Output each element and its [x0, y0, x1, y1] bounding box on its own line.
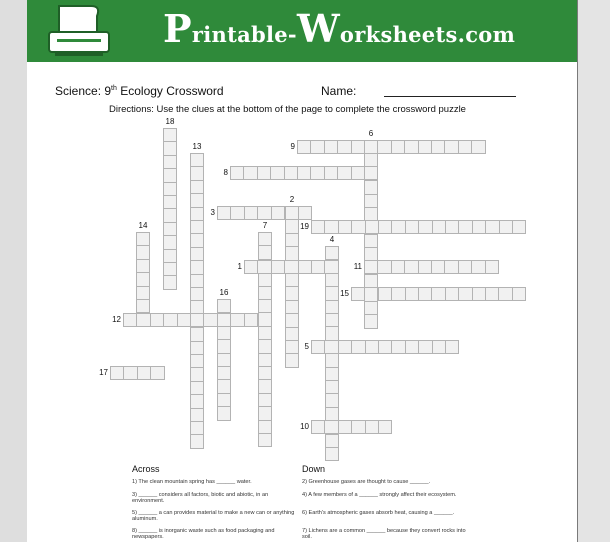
crossword-cell[interactable] [285, 286, 299, 300]
crossword-cell[interactable] [244, 206, 258, 220]
crossword-cell[interactable] [391, 220, 405, 234]
crossword-cell[interactable] [431, 260, 445, 274]
crossword-cell[interactable] [190, 421, 204, 435]
clue-number: 1 [237, 262, 242, 271]
crossword-cell[interactable] [190, 233, 204, 247]
crossword-cell[interactable] [337, 166, 351, 180]
crossword-cell[interactable] [217, 299, 231, 313]
across-clue: 8) ______ is inorganic waste such as food packaging and newspapers. [132, 528, 275, 540]
clue-number: 5 [304, 342, 309, 351]
crossword-cell[interactable] [257, 206, 271, 220]
crossword-cell[interactable] [498, 287, 512, 301]
crossword-cell[interactable] [325, 353, 339, 367]
crossword-cell[interactable] [190, 381, 204, 395]
crossword-cell[interactable] [190, 220, 204, 234]
clue-number: 17 [99, 368, 108, 377]
crossword-cell[interactable] [258, 420, 272, 434]
crossword-cell[interactable] [378, 220, 392, 234]
crossword-cell[interactable] [485, 260, 499, 274]
crossword-cell[interactable] [445, 220, 459, 234]
clue-number: 3 [210, 208, 215, 217]
crossword-cell[interactable] [217, 406, 231, 420]
crossword-cell[interactable] [364, 166, 378, 180]
crossword-cell[interactable] [499, 220, 513, 234]
viewer-left-margin [0, 0, 27, 542]
crossword-cell[interactable] [310, 166, 324, 180]
crossword-cell[interactable] [136, 313, 150, 327]
crossword-cell[interactable] [377, 260, 391, 274]
clue-number: 18 [165, 117, 175, 126]
crossword-cell[interactable] [458, 220, 472, 234]
crossword-cell[interactable] [351, 420, 365, 434]
crossword-cell[interactable] [270, 166, 284, 180]
clue-number: 15 [340, 289, 349, 298]
crossword-cell[interactable] [190, 193, 204, 207]
clue-number: 10 [300, 422, 309, 431]
crossword-cell[interactable] [284, 166, 298, 180]
across-heading: Across [132, 464, 160, 474]
crossword-cell[interactable] [217, 366, 231, 380]
crossword-cell[interactable] [337, 140, 351, 154]
crossword-cell[interactable] [325, 313, 339, 327]
clue-number: 19 [300, 222, 309, 231]
crossword-cell[interactable] [418, 260, 432, 274]
crossword-cell[interactable] [391, 340, 405, 354]
crossword-cell[interactable] [378, 287, 392, 301]
crossword-cell[interactable] [163, 313, 177, 327]
crossword-cell[interactable] [163, 222, 177, 236]
crossword-cell[interactable] [351, 220, 365, 234]
crossword-cell[interactable] [258, 312, 272, 326]
crossword-cell[interactable] [297, 206, 311, 220]
crossword-cell[interactable] [163, 249, 177, 263]
crossword-cell[interactable] [364, 260, 378, 274]
crossword-cell[interactable] [338, 220, 352, 234]
across-clue: 1) The clean mountain spring has ______ water. [132, 479, 252, 485]
crossword-cell[interactable] [217, 326, 231, 340]
crossword-cell[interactable] [243, 166, 257, 180]
crossword-cell[interactable] [230, 166, 244, 180]
crossword-cell[interactable] [432, 340, 446, 354]
crossword-cell[interactable] [163, 235, 177, 249]
crossword-cell[interactable] [244, 260, 258, 274]
crossword-cell[interactable] [203, 313, 217, 327]
crossword-cell[interactable] [217, 339, 231, 353]
across-clue: 5) ______ a can provides material to make a new can or anything aluminum. [132, 510, 295, 522]
site-brand: Printable-Worksheets.com [163, 6, 516, 51]
crossword-cell[interactable] [512, 287, 526, 301]
crossword-cell[interactable] [190, 247, 204, 261]
crossword-cell[interactable] [311, 260, 325, 274]
crossword-cell[interactable] [325, 300, 339, 314]
crossword-cell[interactable] [285, 353, 299, 367]
crossword-cell[interactable] [177, 313, 191, 327]
crossword-cell[interactable] [351, 340, 365, 354]
crossword-cell[interactable] [217, 313, 231, 327]
clue-number: 2 [289, 195, 295, 204]
crossword-cell[interactable] [163, 182, 177, 196]
clue-number: 8 [223, 168, 228, 177]
crossword-cell[interactable] [258, 406, 272, 420]
crossword-cell[interactable] [244, 313, 258, 327]
crossword-cell[interactable] [512, 220, 526, 234]
crossword-cell[interactable] [458, 287, 472, 301]
crossword-cell[interactable] [258, 379, 272, 393]
crossword-cell[interactable] [325, 273, 339, 287]
crossword-cell[interactable] [258, 366, 272, 380]
clue-number: 13 [192, 142, 202, 151]
crossword-cell[interactable] [150, 366, 164, 380]
crossword-cell[interactable] [271, 206, 285, 220]
crossword-cell[interactable] [163, 262, 177, 276]
crossword-cell[interactable] [285, 273, 299, 287]
clue-number: 12 [112, 315, 121, 324]
crossword-cell[interactable] [258, 393, 272, 407]
crossword-cell[interactable] [190, 153, 204, 167]
crossword-cell[interactable] [431, 140, 445, 154]
crossword-cell[interactable] [445, 287, 459, 301]
crossword-cell[interactable] [258, 245, 272, 259]
crossword-cell[interactable] [136, 245, 150, 259]
crossword-cell[interactable] [404, 260, 418, 274]
across-clue: 3) ______ considers all factors, biotic and abiotic, in an environment. [132, 492, 269, 504]
crossword-cell[interactable] [472, 220, 486, 234]
crossword-cell[interactable] [364, 234, 378, 248]
crossword-cell[interactable] [163, 195, 177, 209]
crossword-cell[interactable] [325, 380, 339, 394]
crossword-cell[interactable] [377, 140, 391, 154]
crossword-cell[interactable] [391, 260, 405, 274]
crossword-cell[interactable] [364, 194, 378, 208]
crossword-cell[interactable] [258, 326, 272, 340]
crossword-cell[interactable] [136, 259, 150, 273]
down-clue: 4) A few members of a ______ strongly affect their ecosystem. [302, 492, 457, 498]
crossword-cell[interactable] [364, 301, 378, 315]
down-clue: 7) Lichens are a common ______ because they convert rocks into soil. [302, 528, 466, 540]
crossword-cell[interactable] [190, 313, 204, 327]
clue-number: 6 [368, 129, 374, 138]
crossword-cell[interactable] [324, 420, 338, 434]
crossword-cell[interactable] [391, 287, 405, 301]
crossword-cell[interactable] [190, 260, 204, 274]
crossword-grid [27, 0, 577, 542]
clue-number: 4 [329, 235, 335, 244]
crossword-cell[interactable] [418, 287, 432, 301]
crossword-cell[interactable] [190, 274, 204, 288]
crossword-cell[interactable] [297, 140, 311, 154]
crossword-cell[interactable] [285, 327, 299, 341]
crossword-cell[interactable] [325, 447, 339, 461]
crossword-cell[interactable] [405, 340, 419, 354]
down-clue: 2) Greenhouse gases are thought to cause ______. [302, 479, 431, 485]
crossword-cell[interactable] [285, 233, 299, 247]
crossword-cell[interactable] [311, 420, 325, 434]
crossword-cell[interactable] [365, 340, 379, 354]
crossword-cell[interactable] [325, 434, 339, 448]
crossword-cell[interactable] [404, 140, 418, 154]
crossword-cell[interactable] [258, 339, 272, 353]
crossword-cell[interactable] [190, 354, 204, 368]
crossword-cell[interactable] [364, 287, 378, 301]
crossword-cell[interactable] [338, 420, 352, 434]
crossword-cell[interactable] [136, 286, 150, 300]
worksheet-page [27, 0, 577, 542]
crossword-cell[interactable] [230, 313, 244, 327]
crossword-cell[interactable] [471, 140, 485, 154]
crossword-cell[interactable] [471, 260, 485, 274]
crossword-cell[interactable] [418, 140, 432, 154]
crossword-cell[interactable] [310, 140, 324, 154]
crossword-cell[interactable] [445, 340, 459, 354]
crossword-cell[interactable] [163, 155, 177, 169]
crossword-cell[interactable] [258, 433, 272, 447]
crossword-cell[interactable] [230, 206, 244, 220]
crossword-cell[interactable] [364, 180, 378, 194]
crossword-cell[interactable] [217, 393, 231, 407]
clue-number: 16 [219, 288, 229, 297]
crossword-cell[interactable] [378, 340, 392, 354]
crossword-cell[interactable] [324, 140, 338, 154]
crossword-cell[interactable] [163, 208, 177, 222]
crossword-cell[interactable] [298, 260, 312, 274]
crossword-cell[interactable] [190, 367, 204, 381]
down-clue: 6) Earth's atmospheric gases absorb heat, causing a ______. [302, 510, 455, 516]
crossword-cell[interactable] [297, 166, 311, 180]
crossword-cell[interactable] [258, 353, 272, 367]
crossword-cell[interactable] [391, 140, 405, 154]
crossword-cell[interactable] [257, 166, 271, 180]
viewer-scroll-area[interactable] [578, 0, 610, 542]
crossword-cell[interactable] [258, 299, 272, 313]
crossword-cell[interactable] [258, 232, 272, 246]
crossword-cell[interactable] [418, 220, 432, 234]
crossword-cell[interactable] [432, 220, 446, 234]
crossword-cell[interactable] [190, 434, 204, 448]
crossword-cell[interactable] [351, 166, 365, 180]
crossword-cell[interactable] [285, 313, 299, 327]
crossword-cell[interactable] [418, 340, 432, 354]
crossword-cell[interactable] [351, 140, 365, 154]
crossword-cell[interactable] [190, 408, 204, 422]
crossword-cell[interactable] [405, 287, 419, 301]
crossword-cell[interactable] [458, 140, 472, 154]
crossword-cell[interactable] [190, 341, 204, 355]
crossword-cell[interactable] [150, 313, 164, 327]
crossword-cell[interactable] [163, 168, 177, 182]
crossword-cell[interactable] [137, 366, 151, 380]
crossword-cell[interactable] [217, 206, 231, 220]
crossword-cell[interactable] [271, 260, 285, 274]
crossword-cell[interactable] [444, 140, 458, 154]
directions-text: Directions: Use the clues at the bottom of the page to complete the crossword puzzle [109, 104, 466, 115]
crossword-cell[interactable] [136, 272, 150, 286]
worksheet-title: Science: 9th Ecology Crossword [55, 84, 224, 98]
crossword-cell[interactable] [324, 260, 338, 274]
crossword-cell[interactable] [190, 166, 204, 180]
crossword-cell[interactable] [311, 340, 325, 354]
crossword-cell[interactable] [285, 206, 299, 220]
crossword-cell[interactable] [163, 128, 177, 142]
crossword-cell[interactable] [485, 287, 499, 301]
clue-number: 14 [138, 221, 148, 230]
crossword-cell[interactable] [325, 326, 339, 340]
crossword-cell[interactable] [364, 314, 378, 328]
crossword-cell[interactable] [190, 287, 204, 301]
crossword-cell[interactable] [324, 340, 338, 354]
name-label: Name: [321, 84, 357, 98]
clue-number: 9 [290, 142, 295, 151]
down-heading: Down [302, 464, 326, 474]
crossword-cell[interactable] [364, 140, 378, 154]
crossword-cell[interactable] [190, 327, 204, 341]
clue-number: 11 [353, 262, 362, 271]
crossword-cell[interactable] [472, 287, 486, 301]
crossword-cell[interactable] [285, 300, 299, 314]
crossword-cell[interactable] [458, 260, 472, 274]
crossword-cell[interactable] [324, 166, 338, 180]
crossword-cell[interactable] [284, 260, 298, 274]
crossword-cell[interactable] [485, 220, 499, 234]
crossword-cell[interactable] [136, 232, 150, 246]
crossword-cell[interactable] [444, 260, 458, 274]
crossword-cell[interactable] [190, 394, 204, 408]
crossword-cell[interactable] [364, 274, 378, 288]
crossword-cell[interactable] [163, 275, 177, 289]
crossword-cell[interactable] [217, 353, 231, 367]
crossword-cell[interactable] [257, 260, 271, 274]
crossword-cell[interactable] [325, 367, 339, 381]
crossword-cell[interactable] [123, 313, 137, 327]
crossword-cell[interactable] [338, 340, 352, 354]
crossword-cell[interactable] [325, 393, 339, 407]
crossword-cell[interactable] [258, 286, 272, 300]
crossword-cell[interactable] [190, 180, 204, 194]
clue-number: 7 [262, 221, 268, 230]
crossword-cell[interactable] [311, 220, 325, 234]
crossword-cell[interactable] [405, 220, 419, 234]
crossword-cell[interactable] [136, 299, 150, 313]
crossword-cell[interactable] [285, 246, 299, 260]
crossword-cell[interactable] [163, 141, 177, 155]
crossword-cell[interactable] [123, 366, 137, 380]
crossword-cell[interactable] [365, 420, 379, 434]
crossword-cell[interactable] [351, 287, 365, 301]
crossword-cell[interactable] [365, 220, 379, 234]
crossword-cell[interactable] [217, 379, 231, 393]
crossword-cell[interactable] [110, 366, 124, 380]
crossword-cell[interactable] [324, 220, 338, 234]
crossword-cell[interactable] [325, 246, 339, 260]
crossword-cell[interactable] [431, 287, 445, 301]
crossword-cell[interactable] [378, 420, 392, 434]
